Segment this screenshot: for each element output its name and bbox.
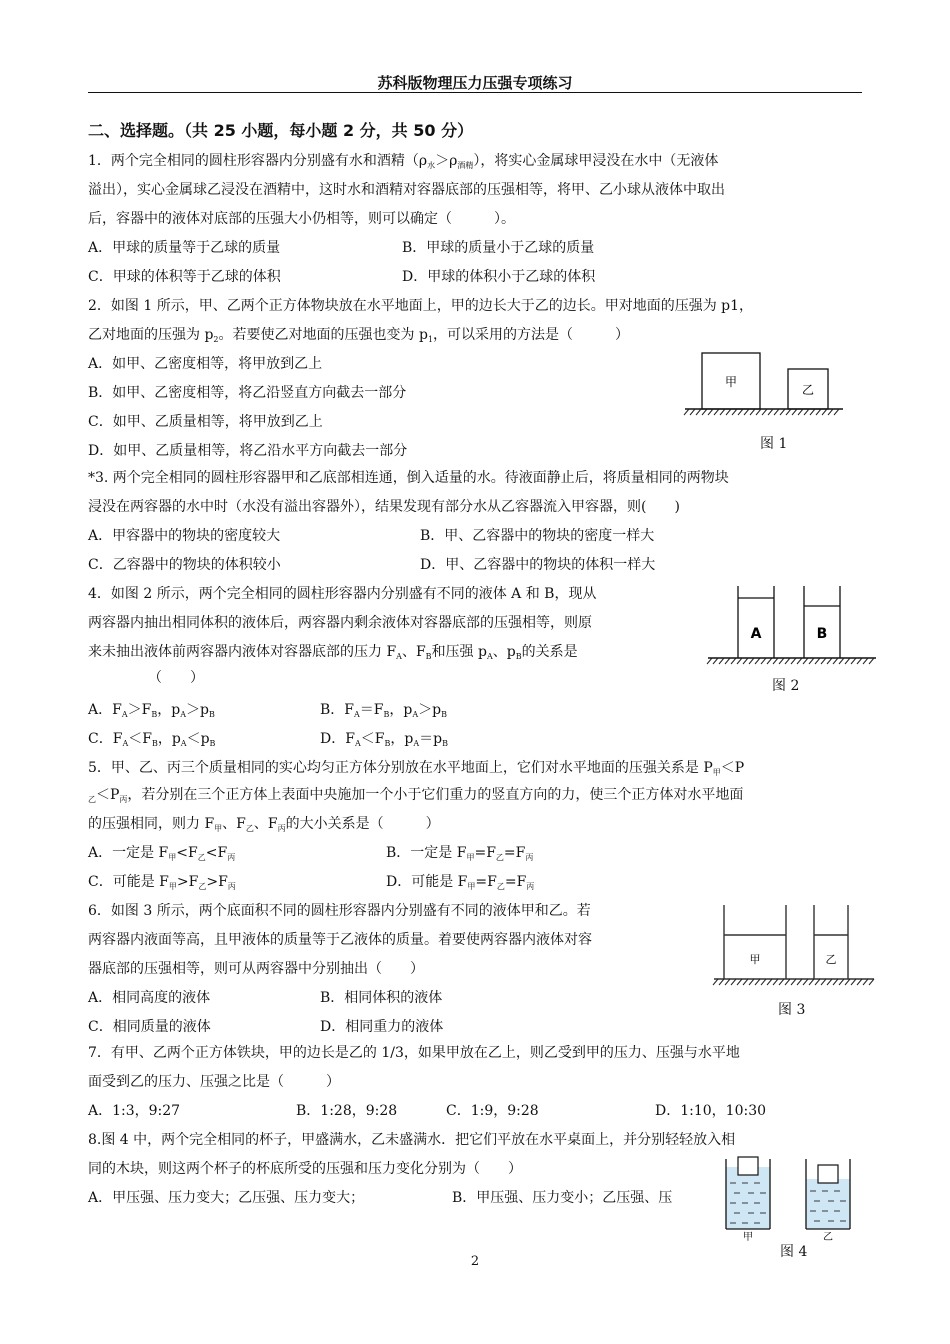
hatch-mark (713, 979, 718, 985)
hatch-mark (731, 658, 736, 664)
q8-option-a: A．甲压强、压力变大；乙压强、压力变大； (88, 1190, 365, 1206)
hatch-mark (749, 979, 754, 985)
cup-yi-water (806, 1179, 850, 1229)
hatch-mark (725, 979, 730, 985)
hatch-mark (816, 409, 821, 415)
page-number: 2 (470, 1254, 480, 1269)
q3-line-2: 浸没在两容器的水中时（水没有溢出容器外），结果发现有部分水从乙容器流入甲容器，则( ) (88, 499, 680, 515)
q2-line-1: 2．如图 1 所示，甲、乙两个正方体物块放在水平地面上，甲的边长大于乙的边长。甲对地面的压强为 p1， (88, 298, 754, 314)
q4-line-2: 两容器内抽出相同体积的液体后，两容器内剩余液体对容器底部的压强相等，则原 (88, 615, 592, 631)
q2-line-2: 乙对地面的压强为 $p_2$。若要使乙对地面的压强也变为 $p_1$，可以采用的方法是（ ） (88, 327, 630, 344)
q5-line-3: 的压强相同，则力 $F_甲$、$F_乙$、$F_丙$的大小关系是（ ） (88, 816, 440, 833)
hatch-mark (834, 409, 839, 415)
hatch-mark (792, 409, 797, 415)
q8-line-2: 同的木块，则这两个杯子的杯底所受的压强和压力变化分别为（ ） (88, 1161, 522, 1177)
hatch-mark (786, 409, 791, 415)
q7-option-d: D．1:10，10:30 (655, 1103, 767, 1119)
hatch-mark (857, 658, 862, 664)
hatch-mark (714, 409, 719, 415)
hatch-mark (828, 409, 833, 415)
section-title: 二、选择题。（共 25 小题，每小题 2 分，共 50 分） (88, 121, 474, 140)
hatch-mark (863, 979, 868, 985)
hatch-mark (821, 658, 826, 664)
hatch-mark (737, 658, 742, 664)
hatch-mark (773, 658, 778, 664)
hatch-mark (809, 979, 814, 985)
q3-option-b: B．甲、乙容器中的物块的密度一样大 (420, 528, 655, 544)
hatch-mark (857, 979, 862, 985)
q5-option-a: A．一定是 $F_甲<F_乙<F_丙$ (88, 845, 236, 862)
q5-option-c: C．可能是 $F_甲>F_乙>F_丙$ (88, 874, 236, 891)
q1-option-d: D．甲球的体积小于乙球的体积 (402, 269, 596, 285)
hatch-mark (804, 409, 809, 415)
hatch-mark (863, 658, 868, 664)
fig3-label-jia: 甲 (749, 953, 761, 966)
hatch-mark (743, 658, 748, 664)
hatch-mark (798, 409, 803, 415)
hatch-mark (785, 658, 790, 664)
q1-option-c: C．甲球的体积等于乙球的体积 (88, 269, 281, 285)
hatch-mark (827, 658, 832, 664)
q6-line-1: 6．如图 3 所示，两个底面积不同的圆柱形容器内分别盛有不同的液体甲和乙。若 (88, 903, 591, 919)
hatch-mark (743, 979, 748, 985)
hatch-mark (827, 979, 832, 985)
figure-1 (685, 350, 845, 420)
hatch-mark (815, 979, 820, 985)
q5-line-2: $_乙<P_丙$，若分别在三个正方体上表面中央施加一个小于它们重力的竖直方向的力，使三个正方体对水平地面 (88, 787, 744, 804)
hatch-mark (761, 979, 766, 985)
q6-option-a: A．相同高度的液体 (88, 990, 211, 1006)
cup-jia-water (726, 1167, 770, 1229)
hatch-mark (744, 409, 749, 415)
q4-option-c: C．$F_A<F_B$，$p_A<p_B$ (88, 731, 216, 748)
hatch-mark (845, 979, 850, 985)
q4-line-3: 来未抽出液体前两容器内液体对容器底部的压力 $F_A$、$F_B$和压强 $p_A$、$p_B$的关系是 (88, 644, 578, 661)
figure-2 (708, 582, 878, 672)
q5-line-1: 5．甲、乙、丙三个质量相同的实心均匀正方体分别放在水平地面上，它们对水平地面的压强关系是 $P_甲<P$ (88, 760, 745, 777)
q1-line-3: 后，容器中的液体对底部的压强大小仍相等，则可以确定（ ）。 (88, 211, 515, 227)
q5-option-d: D．可能是 $F_甲=F_乙=F_丙$ (386, 874, 535, 891)
q8-option-b: B．甲压强、压力变小；乙压强、压 (452, 1190, 673, 1206)
hatch-mark (719, 658, 724, 664)
page-header-title: 苏科版物理压力压强专项练习 (377, 74, 573, 92)
figure-2-caption: 图 2 (772, 678, 800, 694)
q6-line-3: 器底部的压强相等，则可从两容器中分别抽出（ ） (88, 961, 424, 977)
q7-option-a: A．1:3，9:27 (88, 1103, 181, 1119)
q3-option-d: D．甲、乙容器中的物块的体积一样大 (420, 557, 656, 573)
hatch-mark (755, 979, 760, 985)
hatch-mark (726, 409, 731, 415)
q4-line-1: 4．如图 2 所示，两个完全相同的圆柱形容器内分别盛有不同的液体 A 和 B，现从 (88, 586, 597, 602)
q3-option-c: C．乙容器中的物块的体积较小 (88, 557, 281, 573)
hatch-mark (839, 979, 844, 985)
q7-option-c: C．1:9，9:28 (446, 1103, 539, 1119)
q1-option-b: B．甲球的质量小于乙球的质量 (402, 240, 595, 256)
fig2-label-b: B (816, 626, 828, 642)
q1-line-1: 1．两个完全相同的圆柱形容器内分别盛有水和酒精$(\rho_水>\rho_{酒精})$，将实心金属球甲浸没在水中（无液体 (88, 153, 719, 170)
q1-line-2: 溢出），实心金属球乙浸没在酒精中，这时水和酒精对容器底部的压强相等，将甲、乙小球从液体中取出 (88, 182, 725, 198)
hatch-mark (797, 658, 802, 664)
hatch-mark (737, 979, 742, 985)
q6-option-d: D．相同重力的液体 (320, 1019, 444, 1035)
hatch-mark (785, 979, 790, 985)
q6-line-2: 两容器内液面等高，且甲液体的质量等于乙液体的质量。着要使两容器内液体对容 (88, 932, 592, 948)
q3-line-1: *3. 两个完全相同的圆柱形容器甲和乙底部相连通，倒入适量的水。待液面静止后，将质量相同的两物块 (88, 470, 729, 486)
hatch-mark (822, 409, 827, 415)
fig1-label-yi: 乙 (801, 383, 815, 397)
fig2-label-a: A (750, 626, 762, 642)
hatch-mark (707, 658, 712, 664)
q4-option-a: A．$F_A>F_B$，$p_A>p_B$ (88, 702, 215, 719)
hatch-mark (696, 409, 701, 415)
hatch-mark (750, 409, 755, 415)
q6-option-b: B．相同体积的液体 (320, 990, 443, 1006)
hatch-mark (815, 658, 820, 664)
q7-line-1: 7．有甲、乙两个正方体铁块，甲的边长是乙的 1/3，如果甲放在乙上，则乙受到甲的压力、压强与水平地 (88, 1045, 740, 1061)
hatch-mark (713, 658, 718, 664)
hatch-mark (731, 979, 736, 985)
ground-hatch-2 (707, 658, 874, 664)
hatch-mark (749, 658, 754, 664)
hatch-mark (761, 658, 766, 664)
hatch-mark (779, 658, 784, 664)
hatch-mark (690, 409, 695, 415)
q8-line-1: 8.图 4 中，两个完全相同的杯子，甲盛满水，乙未盛满水．把它们平放在水平桌面上，并分别轻轻放入相 (88, 1132, 736, 1148)
hatch-mark (732, 409, 737, 415)
hatch-mark (779, 979, 784, 985)
fig3-label-yi: 乙 (825, 953, 837, 966)
q2-option-d: D．如甲、乙质量相等，将乙沿水平方向截去一部分 (88, 443, 408, 459)
figure-4-caption: 图 4 (780, 1244, 808, 1260)
hatch-mark (702, 409, 707, 415)
ground-hatch-1 (684, 409, 839, 415)
hatch-mark (851, 979, 856, 985)
header-rule (88, 92, 862, 93)
hatch-mark (809, 658, 814, 664)
hatch-mark (845, 658, 850, 664)
hatch-mark (821, 979, 826, 985)
hatch-mark (738, 409, 743, 415)
hatch-mark (797, 979, 802, 985)
hatch-mark (869, 979, 874, 985)
hatch-mark (839, 658, 844, 664)
hatch-mark (725, 658, 730, 664)
figure-3-caption: 图 3 (778, 1002, 806, 1018)
q2-option-b: B．如甲、乙密度相等，将乙沿竖直方向截去一部分 (88, 385, 407, 401)
hatch-mark (767, 979, 772, 985)
hatch-mark (791, 658, 796, 664)
hatch-mark (762, 409, 767, 415)
figure-1-caption: 图 1 (760, 436, 788, 452)
fig4-label-yi: 乙 (823, 1232, 833, 1243)
hatch-mark (833, 979, 838, 985)
ground-hatch-3 (713, 979, 874, 985)
q6-option-c: C．相同质量的液体 (88, 1019, 211, 1035)
q7-option-b: B．1:28，9:28 (296, 1103, 398, 1119)
hatch-mark (768, 409, 773, 415)
hatch-mark (803, 658, 808, 664)
hatch-mark (720, 409, 725, 415)
hatch-mark (791, 979, 796, 985)
q5-option-b: B．一定是 $F_甲=F_乙=F_丙$ (386, 845, 534, 862)
hatch-mark (684, 409, 689, 415)
hatch-mark (851, 658, 856, 664)
hatch-mark (767, 658, 772, 664)
hatch-mark (708, 409, 713, 415)
hatch-mark (774, 409, 779, 415)
fig1-label-jia: 甲 (724, 375, 738, 389)
fig4-label-jia: 甲 (743, 1232, 753, 1243)
q7-line-2: 面受到乙的压力、压强之比是（ ） (88, 1074, 340, 1090)
wood-block-yi (818, 1165, 838, 1183)
hatch-mark (869, 658, 874, 664)
hatch-mark (803, 979, 808, 985)
figure-3 (710, 903, 878, 987)
hatch-mark (719, 979, 724, 985)
hatch-mark (755, 658, 760, 664)
hatch-mark (833, 658, 838, 664)
q4-line-4: （ ） (148, 670, 204, 686)
q4-option-d: D．$F_A<F_B$，$p_A=p_B$ (320, 731, 448, 748)
q2-option-a: A．如甲、乙密度相等，将甲放到乙上 (88, 356, 323, 372)
q4-option-b: B．$F_A=F_B$，$p_A>p_B$ (320, 702, 448, 719)
q1-option-a: A．甲球的质量等于乙球的质量 (88, 240, 281, 256)
figure-4 (722, 1153, 872, 1243)
q2-option-c: C．如甲、乙质量相等，将甲放到乙上 (88, 414, 323, 430)
q3-option-a: A．甲容器中的物块的密度较大 (88, 528, 281, 544)
hatch-mark (780, 409, 785, 415)
hatch-mark (773, 979, 778, 985)
hatch-mark (756, 409, 761, 415)
hatch-mark (810, 409, 815, 415)
wood-block-jia (738, 1157, 758, 1175)
